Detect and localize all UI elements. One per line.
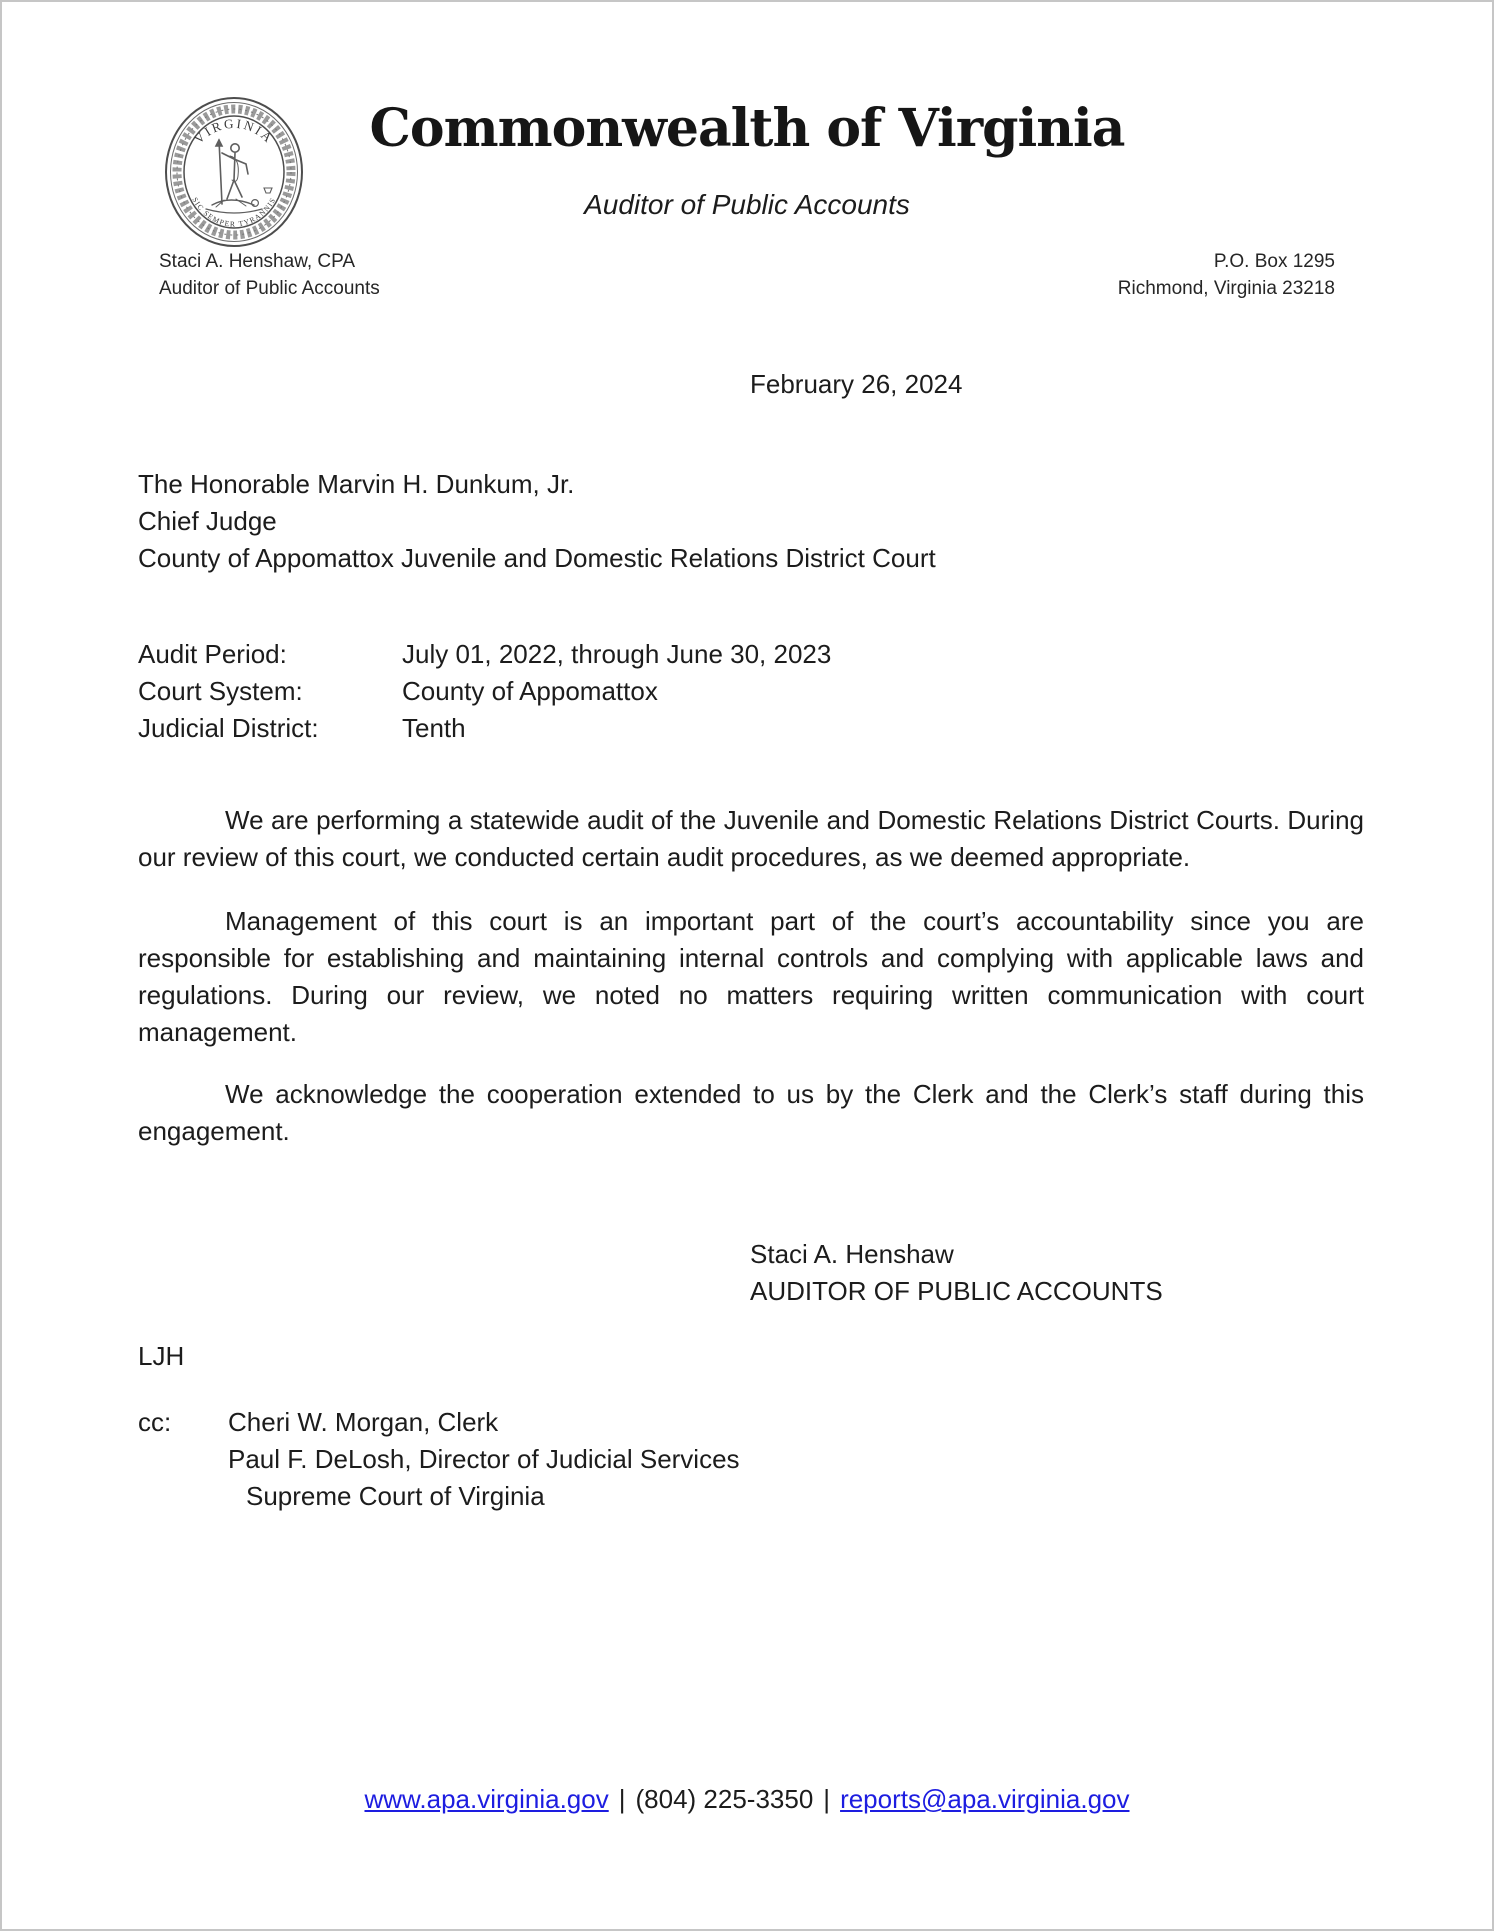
seal-bottom-text: SIC SEMPER TYRANNIS xyxy=(190,195,278,229)
page-subtitle: Auditor of Public Accounts xyxy=(584,189,910,220)
footer-separator-2: | xyxy=(823,1784,831,1814)
audit-period-value: July 01, 2022, through June 30, 2023 xyxy=(402,639,832,669)
auditor-contact-block xyxy=(159,248,380,302)
court-system-label: Court System: xyxy=(138,676,303,706)
cc-row xyxy=(138,1441,740,1478)
cc-block xyxy=(138,1404,740,1515)
cc-label: cc: xyxy=(138,1407,172,1437)
body-paragraph-2: Management of this court is an important part of the court’s accountability since you are responsible for establishing and maintaining internal controls and complying with applicable laws and regulations. During our review, we noted no matters requiring written communication with court management. xyxy=(138,906,1364,1047)
judicial-district-value: Tenth xyxy=(402,713,466,743)
footer-separator-1: | xyxy=(618,1784,626,1814)
recipient-name: The Honorable Marvin H. Dunkum, Jr. xyxy=(138,469,575,499)
recipient-title: Chief Judge xyxy=(138,506,277,536)
signature-name: Staci A. Henshaw xyxy=(750,1239,954,1269)
footer-phone: (804) 225-3350 xyxy=(635,1784,814,1814)
auditor-name: Staci A. Henshaw, CPA xyxy=(159,251,356,272)
cc-entry-2: Paul F. DeLosh, Director of Judicial Services xyxy=(228,1444,740,1474)
page-title: Commonwealth of Virginia xyxy=(369,98,1125,159)
recipient-court: County of Appomattox Juvenile and Domestic Relations District Court xyxy=(138,543,936,573)
body-paragraph-1: We are performing a statewide audit of the Juvenile and Domestic Relations District Courts. During our review of this court, we conducted certain audit procedures, as we deemed appropriate. xyxy=(138,805,1364,872)
footer-contact-bar xyxy=(2,1784,1492,1815)
cc-row xyxy=(138,1478,740,1515)
seal-top-text: VIRGINIA xyxy=(190,115,278,147)
address-city: Richmond, Virginia 23218 xyxy=(1117,278,1335,299)
signature-title: AUDITOR OF PUBLIC ACCOUNTS xyxy=(750,1276,1163,1306)
judicial-district-label: Judicial District: xyxy=(138,713,319,743)
body-paragraph-3: We acknowledge the cooperation extended to us by the Clerk and the Clerk’s staff during this engagement. xyxy=(138,1079,1364,1146)
address-po-box: P.O. Box 1295 xyxy=(1213,251,1335,272)
judicial-district-row xyxy=(138,710,831,747)
recipient-block xyxy=(138,466,936,577)
cc-entry-1: Cheri W. Morgan, Clerk xyxy=(228,1407,499,1437)
audit-details-block xyxy=(138,636,831,747)
court-system-row xyxy=(138,673,831,710)
cc-entry-3: Supreme Court of Virginia xyxy=(246,1481,545,1511)
office-address-block xyxy=(1118,248,1335,302)
website-link[interactable]: www.apa.virginia.gov xyxy=(364,1784,609,1814)
typist-initials: LJH xyxy=(138,1341,185,1371)
email-link[interactable]: reports@apa.virginia.gov xyxy=(840,1784,1130,1814)
auditor-title: Auditor of Public Accounts xyxy=(159,278,380,299)
audit-period-label: Audit Period: xyxy=(138,639,287,669)
letter-date: February 26, 2024 xyxy=(750,369,963,399)
signature-block xyxy=(750,1236,1163,1310)
audit-period-row xyxy=(138,636,831,673)
court-system-value: County of Appomattox xyxy=(402,676,658,706)
cc-row xyxy=(138,1404,740,1441)
